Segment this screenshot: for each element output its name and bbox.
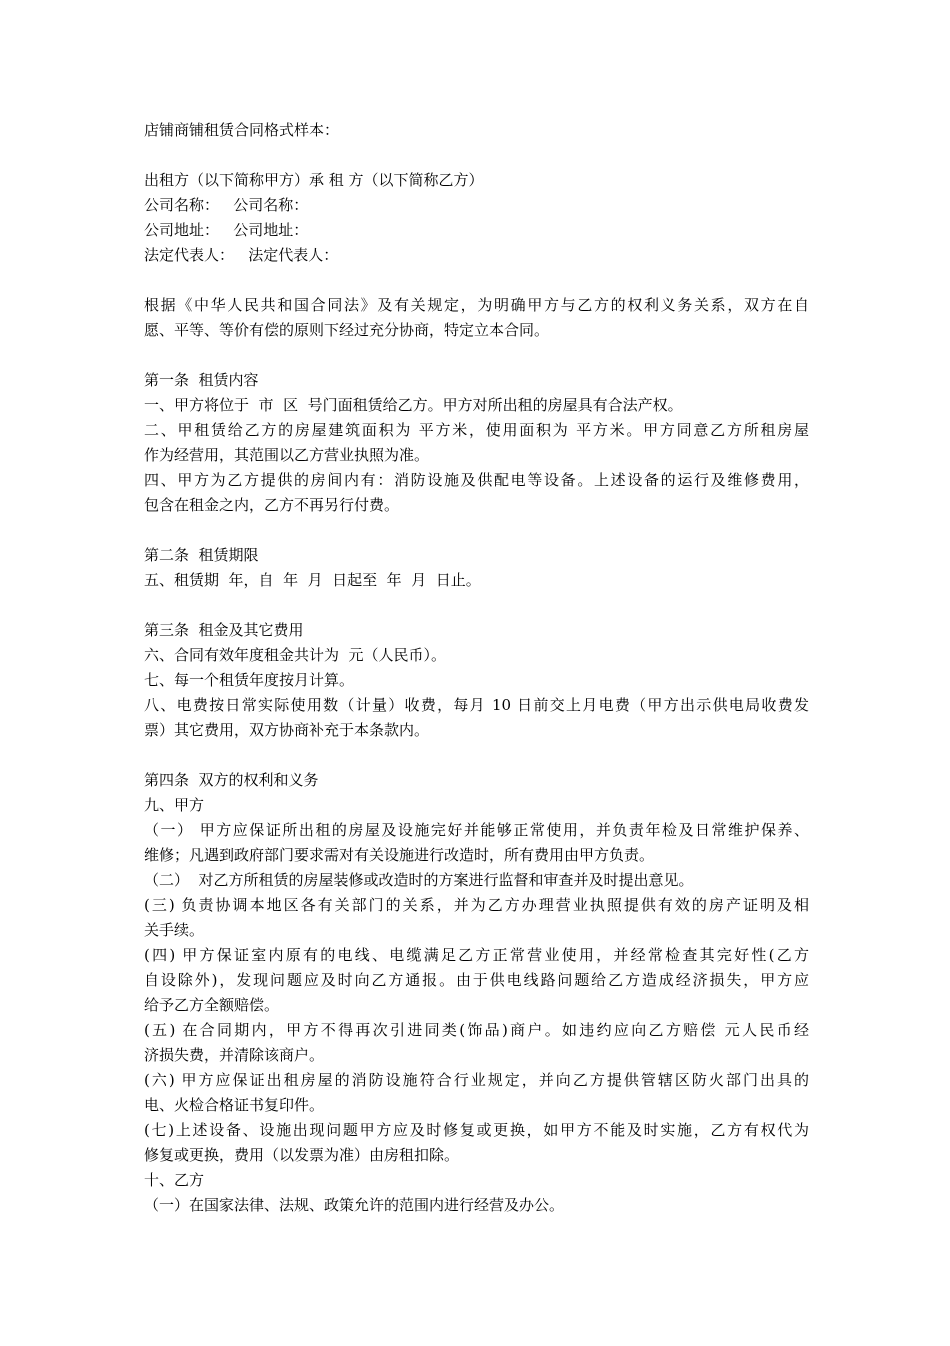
party-a-item-5-line-1: (五) 在合同期内，甲方不得再次引进同类(饰品)商户。如违约应向乙方赔偿 元人民币经 [144, 1021, 809, 1039]
party-a-heading: 九、甲方 [144, 796, 205, 814]
spacer [144, 593, 809, 618]
party-a-item-4-line-3: 给予乙方全额赔偿。 [144, 996, 280, 1014]
party-a-item-1-line-2: 维修；凡遇到政府部门要求需对有关设施进行改造时，所有费用由甲方负责。 [144, 846, 655, 864]
party-a-item-4-line-2: 自设除外)，发现问题应及时向乙方通报。由于供电线路问题给乙方造成经济损失，甲方应 [144, 971, 809, 989]
party-b-heading: 十、乙方 [144, 1171, 205, 1189]
spacer [144, 143, 809, 168]
contract-document [144, 118, 809, 1218]
company-name-line: 公司名称： 公司名称： [144, 196, 309, 214]
spacer [144, 343, 809, 368]
party-a-item-3-line-1: (三) 负责协调本地区各有关部门的关系，并为乙方办理营业执照提供有效的房产证明及相 [144, 896, 809, 914]
clause-5: 五、租赁期 年，自 年 月 日起至 年 月 日止。 [144, 571, 481, 589]
spacer [144, 518, 809, 543]
clause-7: 七、每一个租赁年度按月计算。 [144, 671, 355, 689]
party-a-item-6-line-2: 电、火检合格证书复印件。 [144, 1096, 325, 1114]
party-a-item-3-line-2: 关手续。 [144, 921, 205, 939]
document-title: 店铺商铺租赁合同格式样本： [144, 121, 340, 139]
clause-1: 一、甲方将位于 市 区 号门面租赁给乙方。甲方对所出租的房屋具有合法产权。 [144, 396, 683, 414]
article-2-heading: 第二条 租赁期限 [144, 546, 259, 564]
spacer [144, 743, 809, 768]
party-a-item-1-line-1: （一） 甲方应保证所出租的房屋及设施完好并能够正常使用，并负责年检及日常维护保养、 [144, 821, 809, 839]
preamble-line-1: 根据《中华人民共和国合同法》及有关规定，为明确甲方与乙方的权利义务关系，双方在自 [144, 296, 809, 314]
clause-2-line-2: 作为经营用，其范围以乙方营业执照为准。 [144, 446, 430, 464]
clause-2-line-1: 二、甲租赁给乙方的房屋建筑面积为 平方米，使用面积为 平方米。甲方同意乙方所租房屋 [144, 421, 809, 439]
article-4-heading: 第四条 双方的权利和义务 [144, 771, 319, 789]
preamble-line-2: 愿、平等、等价有偿的原则下经过充分协商，特定立本合同。 [144, 321, 550, 339]
clause-4-line-2: 包含在租金之内，乙方不再另行付费。 [144, 496, 400, 514]
party-b-item-1: （一）在国家法律、法规、政策允许的范围内进行经营及办公。 [144, 1196, 565, 1214]
party-a-item-6-line-1: (六) 甲方应保证出租房屋的消防设施符合行业规定，并向乙方提供管辖区防火部门出具的 [144, 1071, 809, 1089]
spacer [144, 268, 809, 293]
party-a-item-4-line-1: (四) 甲方保证室内原有的电线、电缆满足乙方正常营业使用，并经常检查其完好性(乙方 [144, 946, 809, 964]
company-address-line: 公司地址： 公司地址： [144, 221, 309, 239]
parties-header: 出租方（以下简称甲方）承 租 方（以下简称乙方） [144, 171, 484, 189]
article-1-heading: 第一条 租赁内容 [144, 371, 259, 389]
clause-6: 六、合同有效年度租金共计为 元（人民币）。 [144, 646, 447, 664]
clause-8-line-2: 票）其它费用，双方协商补充于本条款内。 [144, 721, 430, 739]
legal-rep-line: 法定代表人： 法定代表人： [144, 246, 339, 264]
article-3-heading: 第三条 租金及其它费用 [144, 621, 304, 639]
party-a-item-7-line-1: (七)上述设备、设施出现问题甲方应及时修复或更换，如甲方不能及时实施，乙方有权代为 [144, 1121, 809, 1139]
party-a-item-7-line-2: 修复或更换，费用（以发票为准）由房租扣除。 [144, 1146, 460, 1164]
party-a-item-5-line-2: 济损失费，并清除该商户。 [144, 1046, 325, 1064]
clause-8-line-1: 八、电费按日常实际使用数（计量）收费，每月 10 日前交上月电费（甲方出示供电局收费发 [144, 696, 809, 714]
party-a-item-2: （二） 对乙方所租赁的房屋装修或改造时的方案进行监督和审查并及时提出意见。 [144, 871, 694, 889]
clause-4-line-1: 四、甲方为乙方提供的房间内有：消防设施及供配电等设备。上述设备的运行及维修费用， [144, 471, 809, 489]
